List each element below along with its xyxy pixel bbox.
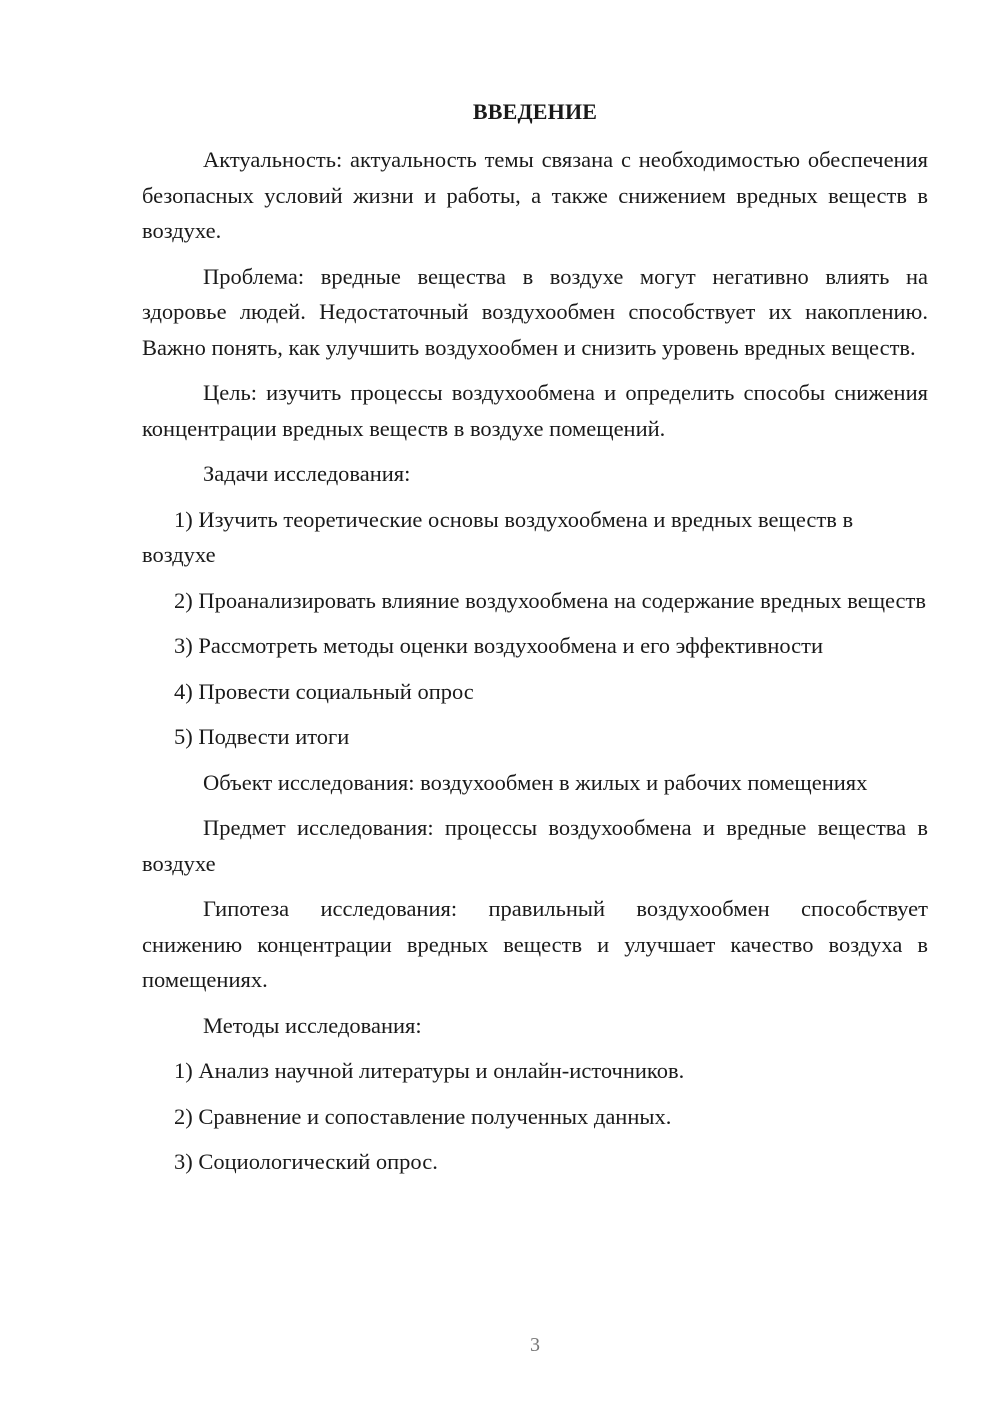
subject-paragraph: Предмет исследования: процессы воздухообмена и вредные вещества в воздухе xyxy=(142,815,928,876)
relevance-paragraph: Актуальность: актуальность темы связана с необходимостью обеспечения безопасных условий жизни и работы, а также снижением вредных веществ в воздухе. xyxy=(142,147,928,243)
task-item-1: 1) Изучить теоретические основы воздухообмена и вредных веществ в воздухе xyxy=(142,506,854,567)
method-item-3: 3) Социологический опрос. xyxy=(174,1149,438,1174)
task-item-2: 2) Проанализировать влияние воздухообмена на содержание вредных веществ xyxy=(174,587,927,613)
methods-heading: Методы исследования: xyxy=(203,1012,422,1038)
problem-paragraph: Проблема: вредные вещества в воздухе могут негативно влиять на здоровье людей. Недостаточный воздухообмен способствует их накоплению. Важно понять, как улучшить воздухообмен и снизить уровень вредных веществ. xyxy=(142,263,928,360)
document-body xyxy=(142,142,928,1190)
task-item-3: 3) Рассмотреть методы оценки воздухообмена и его эффективности xyxy=(174,633,824,658)
page-title: ВВЕДЕНИЕ xyxy=(472,99,598,124)
page-number: 3 xyxy=(530,1334,540,1356)
tasks-heading: Задачи исследования: xyxy=(203,461,411,486)
task-item-5: 5) Подвести итоги xyxy=(174,724,350,749)
object-paragraph: Объект исследования: воздухообмен в жилых и рабочих помещениях xyxy=(203,769,868,795)
hypothesis-paragraph: Гипотеза исследования: правильный воздухообмен способствует снижению концентрации вредных веществ и улучшает качество воздуха в помещениях. xyxy=(142,896,928,992)
goal-paragraph: Цель: изучить процессы воздухообмена и определить способы снижения концентрации вредных веществ в воздухе помещений. xyxy=(142,380,928,441)
task-item-4: 4) Провести социальный опрос xyxy=(174,678,474,704)
method-item-1: 1) Анализ научной литературы и онлайн-источников. xyxy=(174,1058,685,1083)
method-item-2: 2) Сравнение и сопоставление полученных данных. xyxy=(174,1103,672,1129)
